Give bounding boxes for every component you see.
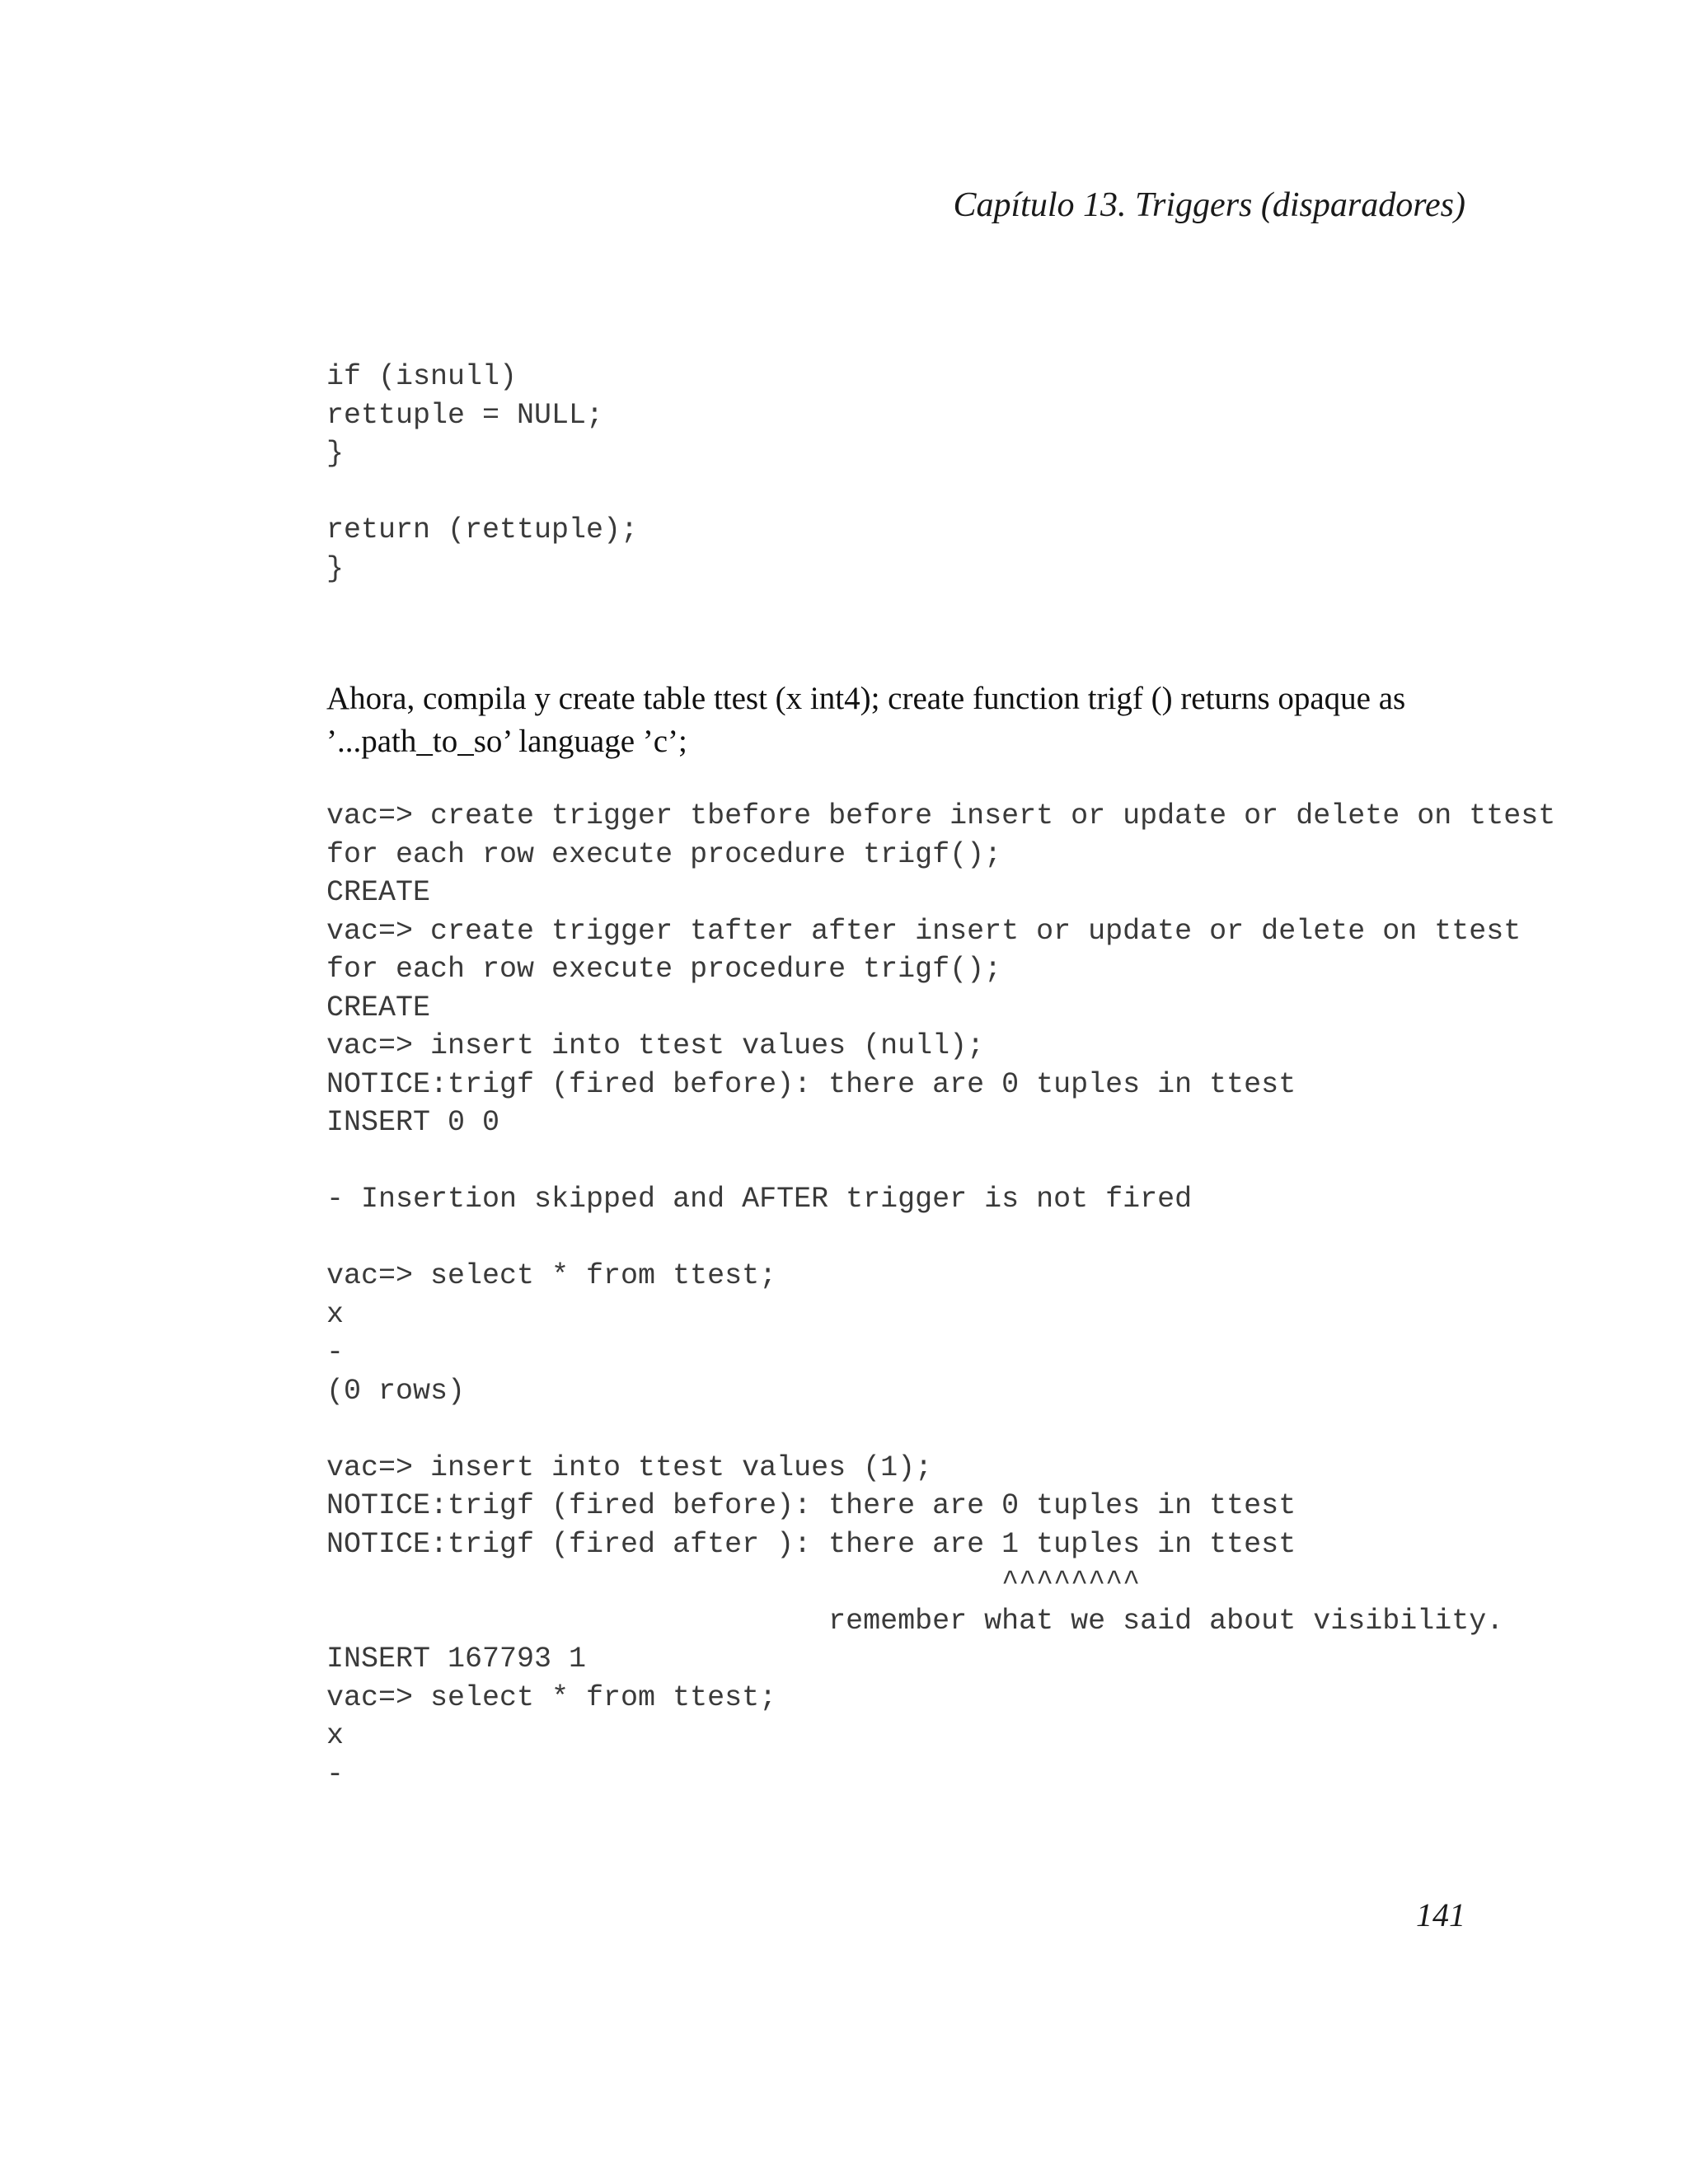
body-paragraph: Ahora, compila y create table ttest (x int4); create function trigf () returns opaque as ’...path_to_so’ language ’c’; — [326, 681, 1406, 759]
code-line: for each row execute procedure trigf(); — [326, 953, 1002, 986]
code-line: NOTICE:trigf (fired after ): there are 1 tuples in ttest — [326, 1527, 1296, 1561]
code-line: vac=> insert into ttest values (1); — [326, 1451, 933, 1484]
code-line — [326, 1410, 1555, 1449]
code-line: return (rettuple); — [326, 513, 639, 546]
running-header: Capítulo 13. Triggers (disparadores) — [953, 186, 1465, 224]
code-line: } — [326, 437, 345, 470]
code-line — [326, 473, 638, 512]
code-line: NOTICE:trigf (fired before): there are 0 tuples in ttest — [326, 1489, 1296, 1522]
code-line: } — [326, 551, 345, 585]
code-line: remember what we said about visibility. — [326, 1604, 1504, 1638]
code-line: - — [326, 1757, 345, 1791]
code-line: (0 rows) — [326, 1374, 466, 1408]
code-line — [326, 1219, 1555, 1258]
code-line: INSERT 0 0 — [326, 1106, 500, 1139]
code-line: CREATE — [326, 876, 431, 909]
code-line: - Insertion skipped and AFTER trigger is not fired — [326, 1183, 1193, 1216]
code-line: vac=> create trigger tbefore before insert or update or delete on ttest — [326, 799, 1556, 832]
code-line: vac=> create trigger tafter after insert or update or delete on ttest — [326, 914, 1522, 948]
code-line: vac=> select * from ttest; — [326, 1680, 777, 1714]
code-block-session-example — [326, 797, 1555, 1793]
code-line: INSERT 167793 1 — [326, 1643, 587, 1675]
page-number: 141 — [1416, 1896, 1465, 1933]
code-line: x — [326, 1297, 345, 1331]
code-block-trigger-function-end — [326, 358, 638, 588]
code-line: for each row execute procedure trigf(); — [326, 837, 1002, 871]
code-line: NOTICE:trigf (fired before): there are 0 tuples in ttest — [326, 1067, 1296, 1101]
code-line: if (isnull) — [326, 360, 518, 393]
code-line — [326, 1142, 1555, 1181]
code-line: vac=> select * from ttest; — [326, 1259, 777, 1292]
code-line: CREATE — [326, 991, 431, 1024]
code-line: rettuple = NULL; — [326, 398, 604, 432]
code-line: x — [326, 1719, 345, 1752]
code-line: vac=> insert into ttest values (null); — [326, 1029, 985, 1062]
code-line: - — [326, 1336, 345, 1369]
code-line: ^^^^^^^^ — [326, 1566, 1141, 1599]
